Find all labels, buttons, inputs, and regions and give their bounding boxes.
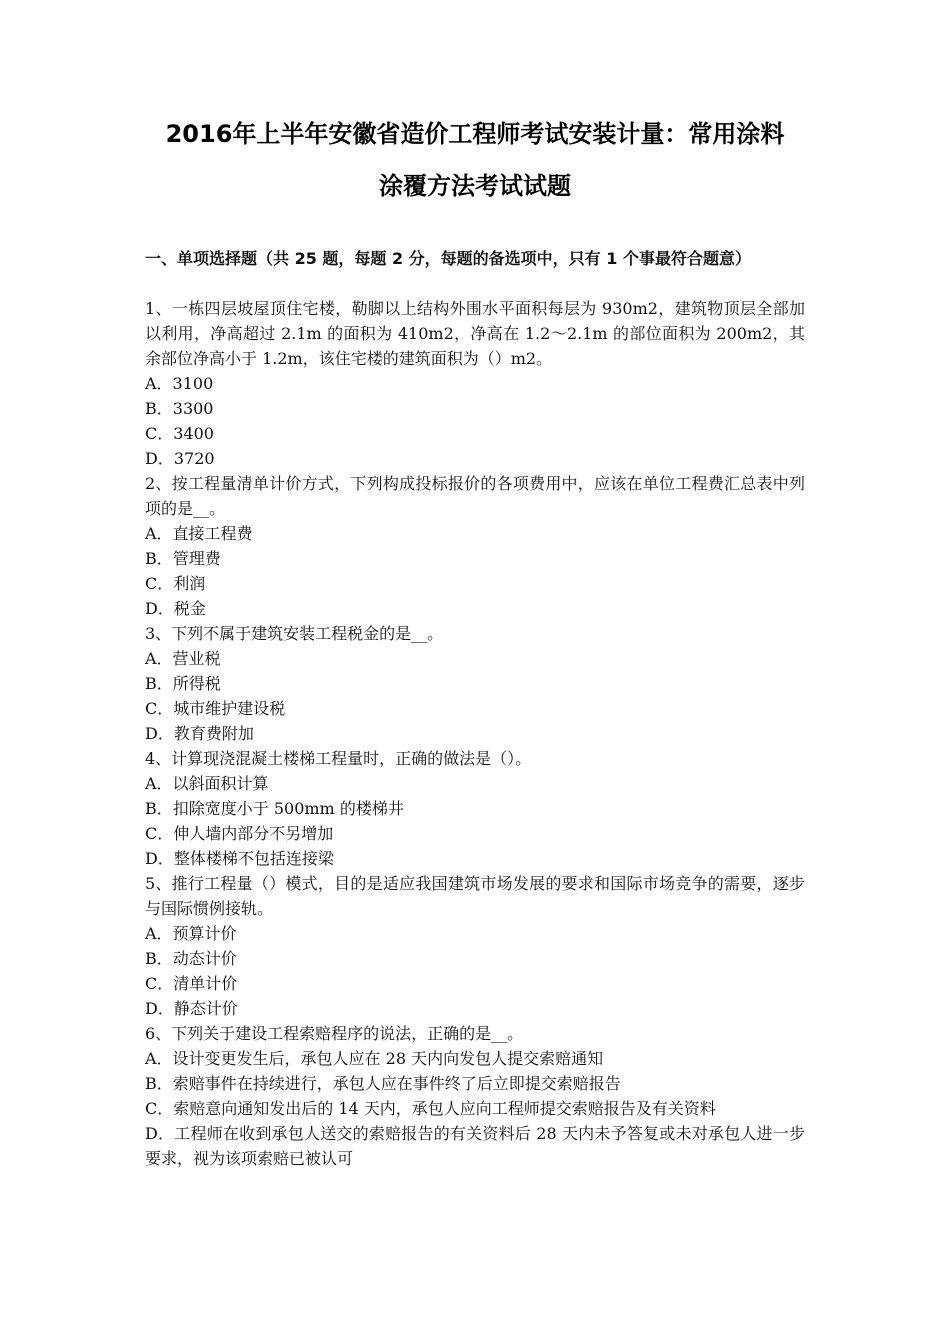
question-1-option-d: D．3720	[145, 449, 215, 468]
question-5-option-a: A．预算计价	[145, 924, 237, 943]
question-4-option-d: D．整体楼梯不包括连接梁	[145, 849, 334, 868]
question-5-option-d: D．静态计价	[145, 999, 238, 1018]
question-6-option-b: B．索赔事件在持续进行，承包人应在事件终了后立即提交索赔报告	[145, 1074, 621, 1093]
question-5-option-c: C．清单计价	[145, 974, 238, 993]
question-4-stem: 4、计算现浇混凝土楼梯工程量时，正确的做法是（）。	[145, 749, 532, 768]
document-title-line-1: 2016年上半年安徽省造价工程师考试安装计量：常用涂料	[165, 120, 785, 148]
question-6-stem: 6、下列关于建设工程索赔程序的说法，正确的是__。	[145, 1024, 524, 1043]
question-3-option-b: B．所得税	[145, 674, 221, 693]
question-1-option-b: B．3300	[145, 399, 214, 418]
question-2-option-c: C．利润	[145, 574, 206, 593]
question-4-option-a: A．以斜面积计算	[145, 774, 269, 793]
question-1-option-a: A．3100	[145, 374, 214, 393]
question-4-option-c: C．伸人墙内部分不另增加	[145, 824, 334, 843]
question-2-option-a: A．直接工程费	[145, 524, 253, 543]
question-list	[145, 296, 805, 1171]
question-1-stem: 1、一栋四层坡屋顶住宅楼，勒脚以上结构外围水平面积每层为 930m2，建筑物顶层全部加以利用，净高超过 2.1m 的面积为 410m2，净高在 1.2～2.1m 的部位面积为 200m2，其余部位净高小于 1.2m，该住宅楼的建筑面积为（）m2。	[145, 299, 805, 368]
section-heading: 一、单项选择题（共 25 题，每题 2 分，每题的备选项中，只有 1 个事最符合题意）	[145, 249, 751, 268]
question-5-option-b: B．动态计价	[145, 949, 237, 968]
question-3-option-c: C．城市维护建设税	[145, 699, 286, 718]
question-6-option-a: A．设计变更发生后，承包人应在 28 天内向发包人提交索赔通知	[145, 1049, 604, 1068]
question-2-stem: 2、按工程量清单计价方式，下列构成投标报价的各项费用中，应该在单位工程费汇总表中列项的是__。	[145, 474, 805, 518]
question-1-option-c: C．3400	[145, 424, 214, 443]
question-2-option-b: B．管理费	[145, 549, 221, 568]
question-4-option-b: B．扣除宽度小于 500mm 的楼梯井	[145, 799, 404, 818]
question-3-option-d: D．教育费附加	[145, 724, 254, 743]
document-title-line-2: 涂覆方法考试试题	[379, 172, 571, 200]
question-6-option-c: C．索赔意向通知发出后的 14 天内，承包人应向工程师提交索赔报告及有关资料	[145, 1099, 716, 1118]
question-3-stem: 3、下列不属于建筑安装工程税金的是__。	[145, 624, 444, 643]
question-2-option-d: D．税金	[145, 599, 206, 618]
question-3-option-a: A．营业税	[145, 649, 221, 668]
question-6-option-d: D．工程师在收到承包人送交的索赔报告的有关资料后 28 天内未予答复或未对承包人进一步要求，视为该项索赔已被认可	[145, 1124, 805, 1168]
question-5-stem: 5、推行工程量（）模式，目的是适应我国建筑市场发展的要求和国际市场竞争的需要，逐步与国际惯例接轨。	[145, 874, 805, 918]
